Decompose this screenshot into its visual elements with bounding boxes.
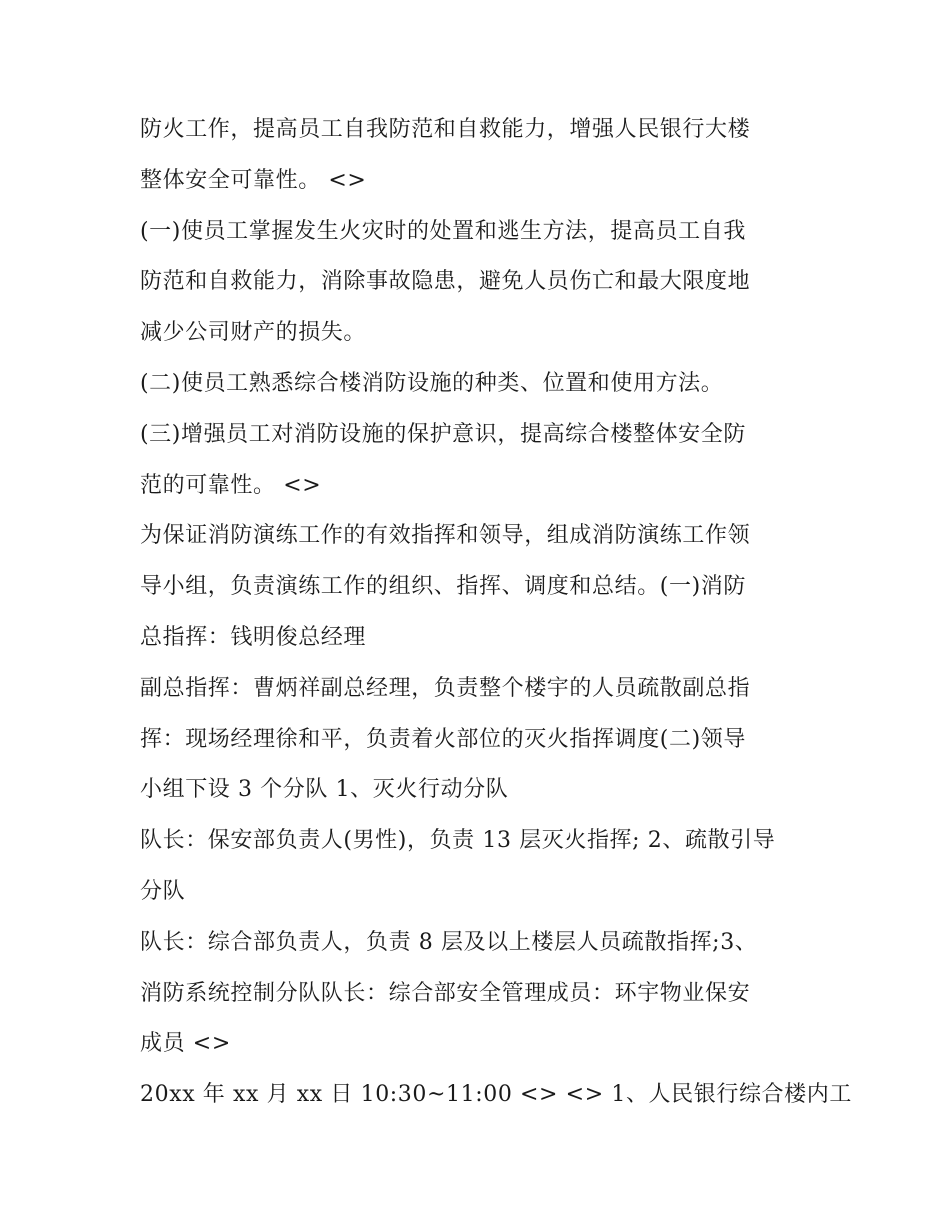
- text-line: 减少公司财产的损失。: [140, 320, 367, 346]
- text-line: 20xx 年 xx 月 xx 日 10:30~11:00 <> <> 1、人民银行综合楼内工: [140, 1082, 852, 1108]
- text-line: 防范和自救能力，消除事故隐患，避免人员伤亡和最大限度地: [140, 269, 751, 295]
- text-line: 小组下设 3 个分队 1、灭火行动分队: [140, 777, 509, 803]
- text-line: 消防系统控制分队队长：综合部安全管理成员：环宇物业保安: [140, 980, 751, 1006]
- text-line: 副总指挥：曹炳祥副总经理，负责整个楼宇的人员疏散副总指: [140, 675, 751, 701]
- text-line: 队长：保安部负责人(男性)，负责 13 层灭火指挥; 2、疏散引导: [140, 828, 776, 854]
- text-line: (三)增强员工对消防设施的保护意识，提高综合楼整体安全防: [140, 421, 746, 447]
- text-line: (二)使员工熟悉综合楼消防设施的种类、位置和使用方法。: [140, 370, 724, 396]
- text-line: (一)使员工掌握发生火灾时的处置和逃生方法，提高员工自我: [140, 218, 746, 244]
- text-line: 分队: [140, 878, 186, 904]
- text-line: 队长：综合部负责人，负责 8 层及以上楼层人员疏散指挥;3、: [140, 929, 758, 955]
- text-line: 导小组，负责演练工作的组织、指挥、调度和总结。(一)消防: [140, 574, 746, 600]
- document-body: [140, 105, 852, 1121]
- text-line: 挥：现场经理徐和平，负责着火部位的灭火指挥调度(二)领导: [140, 726, 746, 752]
- text-line: 整体安全可靠性。 <>: [140, 167, 367, 193]
- text-line: 成员 <>: [140, 1031, 231, 1057]
- text-line: 范的可靠性。 <>: [140, 472, 322, 498]
- text-line: 防火工作，提高员工自我防范和自救能力，增强人民银行大楼: [140, 117, 751, 142]
- text-line: 总指挥：钱明俊总经理: [140, 624, 367, 650]
- text-line: 为保证消防演练工作的有效指挥和领导，组成消防演练工作领: [140, 523, 751, 549]
